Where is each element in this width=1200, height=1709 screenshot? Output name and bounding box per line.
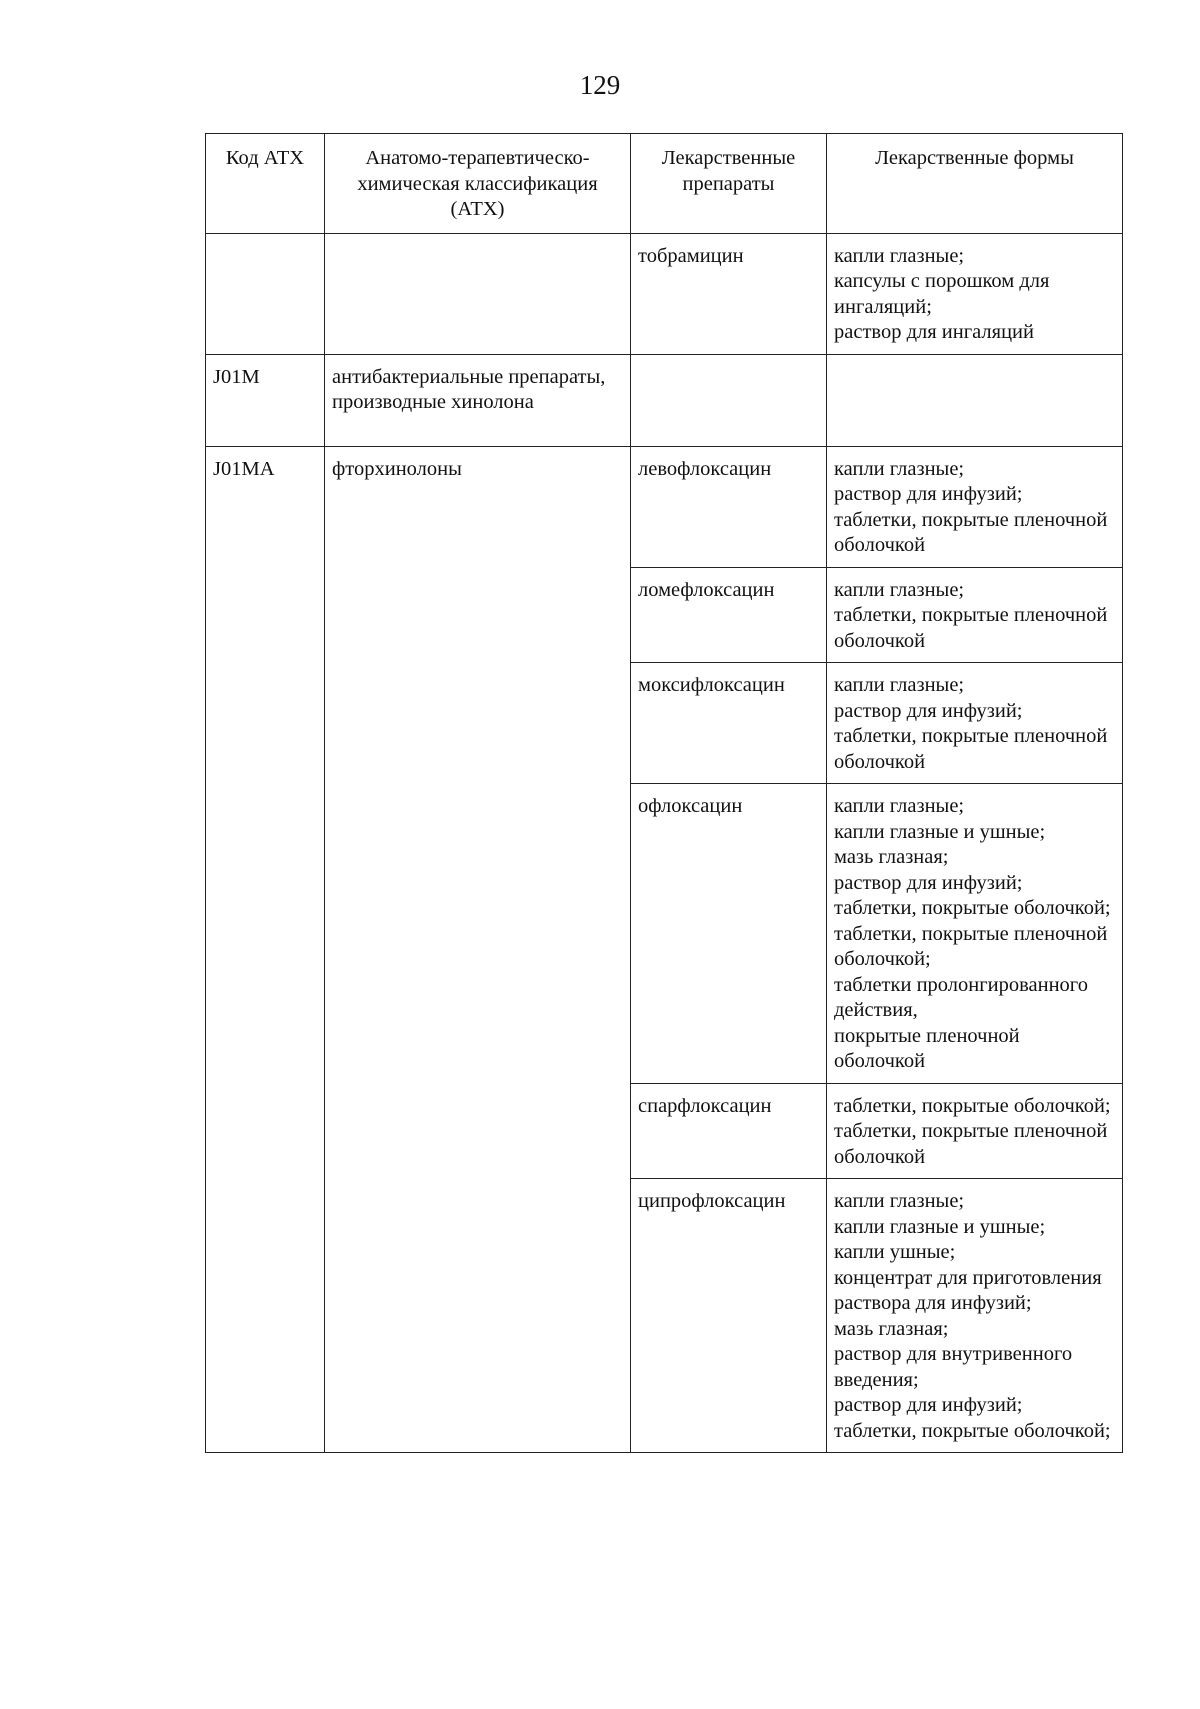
- dosage-form-item: раствор для ингаляций: [834, 321, 1034, 343]
- dosage-forms-list: [834, 794, 1115, 1075]
- dosage-form-item: раствор для инфузий;: [834, 699, 1023, 722]
- dosage-form-item: таблетки, покрытые оболочкой;: [834, 1419, 1111, 1442]
- dosage-form-item: капли глазные;: [834, 674, 965, 696]
- dosage-forms-cell: [827, 663, 1123, 784]
- dosage-form-item: раствор для инфузий;: [834, 483, 1023, 505]
- dosage-form-item: мазь глазная;: [834, 1317, 949, 1340]
- drug-name-cell: моксифлоксацин: [631, 663, 827, 784]
- dosage-forms-list: [834, 673, 1115, 775]
- dosage-form-item: таблетки, покрытые оболочкой;: [834, 1094, 1111, 1117]
- drug-name-cell: левофлоксацин: [631, 446, 827, 567]
- atc-classification-cell: фторхинолоны: [325, 446, 631, 1453]
- dosage-forms-list: [834, 244, 1115, 346]
- page-number: 129: [579, 70, 621, 100]
- dosage-form-item: таблетки пролонгированного действия,: [834, 973, 1088, 1021]
- dosage-forms-cell: [827, 1083, 1123, 1179]
- drug-name-cell: ломефлоксацин: [631, 567, 827, 663]
- table-header: [206, 134, 1123, 234]
- dosage-form-item: таблетки, покрытые пленочной оболочкой;: [834, 922, 1108, 970]
- table-row-tobramycin: [206, 233, 1123, 354]
- dosage-form-item: капли ушные;: [834, 1241, 956, 1263]
- header-row: [206, 134, 1123, 234]
- dosage-form-item: таблетки, покрытые пленочной оболочкой: [834, 604, 1108, 652]
- dosage-form-item: таблетки, покрытые оболочкой;: [834, 897, 1111, 919]
- dosage-form-item: капсулы с порошком для ингаляций;: [834, 270, 1050, 318]
- drug-name-cell: ципрофлоксацин: [631, 1179, 827, 1453]
- dosage-forms-cell: [827, 784, 1123, 1084]
- dosage-forms-list: [834, 1094, 1115, 1171]
- dosage-form-item: капли глазные и ушные;: [834, 1215, 1046, 1238]
- header-drugs: Лекарственные препараты: [631, 134, 827, 234]
- atc-code-cell: J01MA: [206, 446, 325, 1453]
- dosage-form-item: капли глазные;: [834, 244, 965, 267]
- header-code: Код АТХ: [206, 134, 325, 234]
- header-classification: Анатомо-терапевтическо-химическая классификация (АТХ): [325, 134, 631, 234]
- dosage-form-item: мазь глазная;: [834, 846, 949, 868]
- atc-code-cell: J01M: [206, 354, 325, 446]
- dosage-form-item: таблетки, покрытые пленочной оболочкой: [834, 1120, 1108, 1168]
- dosage-forms-list: [834, 1189, 1115, 1444]
- atc-code-cell: [206, 233, 325, 354]
- dosage-form-item: капли глазные;: [834, 457, 965, 480]
- drug-name-cell: [631, 354, 827, 446]
- drug-name-cell: офлоксацин: [631, 784, 827, 1084]
- dosage-form-item: капли глазные;: [834, 1190, 965, 1212]
- dosage-form-item: раствор для инфузий;: [834, 871, 1023, 894]
- dosage-forms-cell: [827, 354, 1123, 446]
- dosage-form-item: таблетки, покрытые пленочной оболочкой: [834, 725, 1108, 773]
- dosage-form-item: концентрат для приготовления раствора для инфузий;: [834, 1266, 1102, 1314]
- dosage-form-item: раствор для инфузий;: [834, 1394, 1023, 1416]
- dosage-form-item: капли глазные;: [834, 578, 965, 601]
- header-forms: Лекарственные формы: [827, 134, 1123, 234]
- dosage-forms-cell: [827, 567, 1123, 663]
- dosage-form-item: таблетки, покрытые пленочной оболочкой: [834, 508, 1108, 556]
- atc-classification-cell: антибактериальные препараты, производные хинолона: [325, 354, 631, 446]
- dosage-forms-list: [834, 457, 1115, 559]
- dosage-forms-list: [834, 578, 1115, 655]
- table-row-j01m: [206, 354, 1123, 446]
- atc-drug-table: [205, 133, 1123, 1453]
- dosage-form-item: капли глазные;: [834, 795, 965, 817]
- dosage-form-item: покрытые пленочной оболочкой: [834, 1024, 1020, 1072]
- drug-name-cell: спарфлоксацин: [631, 1083, 827, 1179]
- dosage-forms-cell: [827, 1179, 1123, 1453]
- drug-name-cell: тобрамицин: [631, 233, 827, 354]
- dosage-form-item: раствор для внутривенного введения;: [834, 1343, 1073, 1391]
- atc-classification-cell: [325, 233, 631, 354]
- dosage-forms-cell: [827, 446, 1123, 567]
- table-row-j01ma: [206, 446, 1123, 567]
- dosage-form-item: капли глазные и ушные;: [834, 820, 1046, 843]
- dosage-forms-cell: [827, 233, 1123, 354]
- table-body: [206, 233, 1123, 1453]
